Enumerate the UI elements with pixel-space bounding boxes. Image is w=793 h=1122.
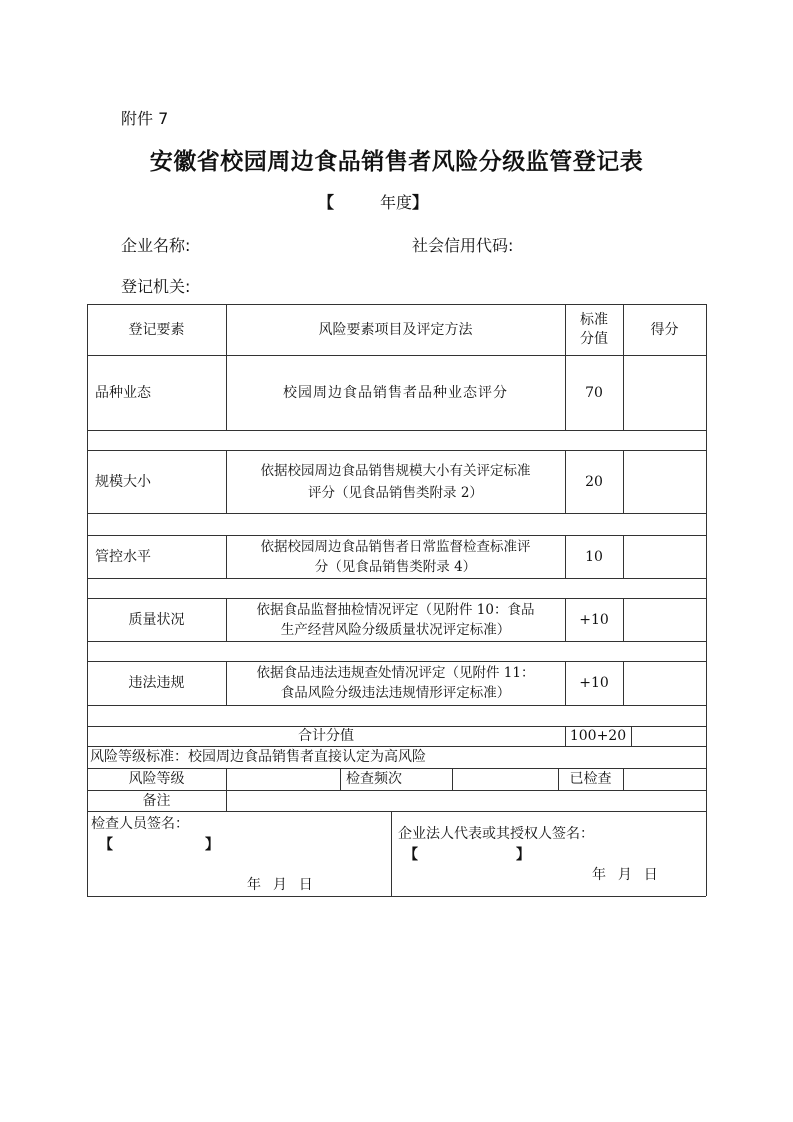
legal-rep-signature-close-bracket: 】: [516, 847, 530, 863]
inspector-signature-open-bracket: 【: [99, 837, 113, 853]
row-standard: +10: [579, 675, 609, 691]
year-line: [318, 190, 428, 213]
col-divider: [391, 811, 392, 896]
row-score-input[interactable]: [623, 598, 706, 641]
header-standard-score: [565, 304, 623, 355]
row-divider: [87, 513, 706, 514]
table-border-right: [706, 304, 707, 896]
row-divider: [87, 705, 706, 706]
legal-rep-signature-label: 企业法人代表或其授权人签名：: [398, 826, 594, 842]
row-method-line1: 依据食品监督抽检情况评定（见附件 10：食品: [256, 601, 535, 618]
row-divider: [87, 811, 706, 812]
row-standard: 20: [585, 473, 603, 490]
row-method: [226, 450, 565, 513]
row-method-line2: 评分（见食品销售类附录 2）: [308, 484, 483, 501]
row-method: [226, 661, 565, 705]
row-divider: [87, 430, 706, 431]
header-method: 风险要素项目及评定方法: [318, 321, 473, 338]
year-close-bracket: 】: [412, 193, 429, 212]
company-name-label: 企业名称:: [121, 236, 191, 255]
credit-code-label: 社会信用代码:: [412, 236, 514, 255]
inspection-frequency-input[interactable]: [452, 768, 558, 790]
row-method-line1: 依据校园周边食品销售者日常监督检查标准评: [260, 538, 531, 555]
inspector-signature-close-bracket: 】: [205, 837, 219, 853]
registration-authority-label: 登记机关:: [121, 277, 191, 296]
inspected-label: 已检查: [569, 771, 612, 787]
row-method-line1: 依据校园周边食品销售规模大小有关评定标准: [260, 462, 531, 479]
row-method-line2: 食品风险分级违法违规情形评定标准）: [280, 685, 511, 701]
risk-level-input[interactable]: [226, 768, 340, 790]
table-border-bottom: [87, 896, 706, 897]
row-score-input[interactable]: [623, 355, 706, 430]
row-method: 校园周边食品销售者品种业态评分: [283, 384, 508, 401]
row-standard: 70: [585, 384, 603, 401]
inspected-input[interactable]: [623, 768, 706, 790]
row-score-input[interactable]: [623, 661, 706, 705]
row-score-input[interactable]: [623, 535, 706, 578]
legal-rep-signature-date: 年 月 日: [592, 867, 659, 883]
legal-rep-signature-open-bracket: 【: [404, 847, 418, 863]
row-method: [226, 535, 565, 578]
attachment-label: 附件 7: [121, 109, 169, 128]
row-element: 违法违规: [128, 675, 185, 691]
row-element: 品种业态: [95, 384, 151, 401]
row-method-line1: 依据食品违法违规查处情况评定（见附件 11：: [256, 665, 535, 681]
header-score: 得分: [650, 321, 679, 338]
remarks-label: 备注: [142, 792, 171, 809]
inspection-frequency-label: 检查频次: [346, 771, 402, 787]
risk-level-label: 风险等级: [128, 771, 185, 787]
document-title: 安徽省校园周边食品销售者风险分级监管登记表: [149, 149, 644, 175]
inspector-signature-date: 年 月 日: [247, 877, 314, 893]
row-element: 质量状况: [128, 611, 185, 628]
row-element: 规模大小: [95, 473, 151, 490]
total-value: 100+20: [569, 728, 627, 744]
header-standard-score-line2: 分值: [580, 330, 608, 347]
row-divider: [87, 578, 706, 579]
total-score-input[interactable]: [631, 726, 706, 746]
row-method-line2: 分（见食品销售类附录 4）: [314, 558, 477, 575]
risk-standard: 风险等级标准：校园周边食品销售者直接认定为高风险: [90, 749, 426, 765]
row-standard: 10: [585, 548, 603, 565]
row-element: 管控水平: [95, 548, 151, 565]
row-divider: [87, 641, 706, 642]
year-open-bracket: 【: [318, 193, 335, 212]
row-method-line2: 生产经营风险分级质量状况评定标准）: [280, 621, 511, 638]
row-score-input[interactable]: [623, 450, 706, 513]
header-standard-score-line1: 标准: [580, 311, 608, 328]
total-label: 合计分值: [298, 728, 354, 744]
row-method: [226, 598, 565, 641]
row-standard: +10: [579, 611, 609, 628]
inspector-signature-label: 检查人员签名：: [91, 816, 189, 832]
header-element: 登记要素: [128, 321, 185, 338]
remarks-input[interactable]: [226, 790, 706, 811]
year-label: 年度: [380, 193, 413, 212]
